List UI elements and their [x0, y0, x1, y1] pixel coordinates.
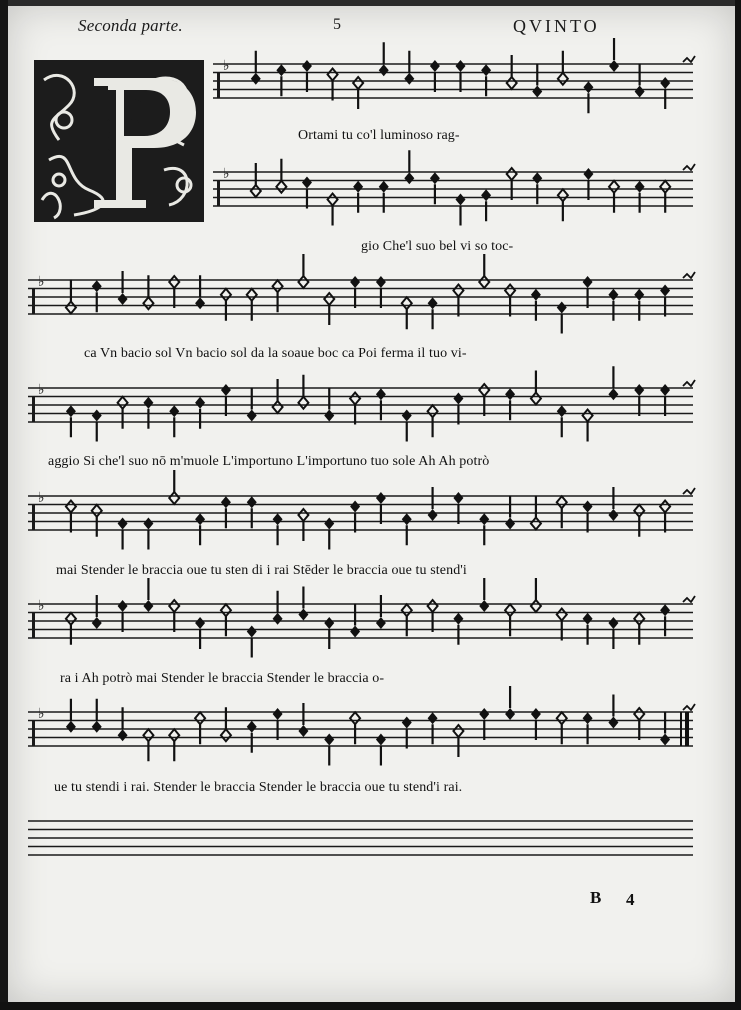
lyric-line: gio Che'l suo bel vi so toc-: [361, 239, 514, 254]
clef-icon: [32, 613, 35, 639]
note-head-icon: [428, 600, 438, 612]
note-head-icon: [635, 86, 645, 98]
note-head-icon: [169, 492, 179, 504]
note-head-icon: [169, 276, 179, 288]
note-head-icon: [251, 73, 261, 85]
note-head-icon: [273, 401, 283, 413]
note-head-icon: [402, 513, 412, 525]
note-head-icon: [481, 189, 491, 201]
note-head-icon: [273, 613, 283, 625]
note-head-icon: [247, 626, 257, 638]
note-head-icon: [583, 613, 593, 625]
note-head-icon: [66, 613, 76, 625]
note-head-icon: [557, 302, 567, 314]
lyric-line: aggio Si che'l suo nō m'muole L'importuno L'importuno tuo sole Ah Ah potrò: [48, 454, 490, 469]
note-head-icon: [558, 73, 568, 85]
note-head-icon: [350, 501, 360, 513]
flat-icon: ♭: [38, 706, 45, 722]
note-head-icon: [505, 285, 515, 297]
note-head-icon: [456, 60, 466, 72]
note-head-icon: [92, 410, 102, 422]
note-head-icon: [273, 280, 283, 292]
note-head-icon: [660, 501, 670, 513]
lyric-line: Ortami tu co'l luminoso rag-: [298, 128, 460, 143]
note-head-icon: [195, 712, 205, 724]
note-head-icon: [118, 729, 128, 741]
note-head-icon: [634, 613, 644, 625]
note-head-icon: [456, 194, 466, 206]
note-head-icon: [169, 600, 179, 612]
note-head-icon: [273, 513, 283, 525]
note-head-icon: [328, 69, 338, 81]
note-head-icon: [247, 410, 257, 422]
note-head-icon: [453, 725, 463, 737]
note-head-icon: [557, 609, 567, 621]
flat-icon: ♭: [38, 490, 45, 506]
note-head-icon: [298, 725, 308, 737]
flat-icon: ♭: [223, 166, 230, 182]
note-head-icon: [635, 181, 645, 193]
note-head-icon: [376, 388, 386, 400]
note-head-icon: [221, 289, 231, 301]
note-head-icon: [324, 617, 334, 629]
clef-icon: [217, 73, 220, 99]
lyric-line: ca Vn bacio sol Vn bacio sol da la soaue boc ca Poi ferma il tuo vi-: [84, 346, 467, 361]
custos-icon: [683, 488, 695, 494]
custos-icon: [683, 164, 695, 170]
note-head-icon: [479, 708, 489, 720]
note-head-icon: [92, 280, 102, 292]
note-head-icon: [302, 60, 312, 72]
note-head-icon: [66, 405, 76, 417]
note-head-icon: [298, 509, 308, 521]
note-head-icon: [350, 626, 360, 638]
note-head-icon: [583, 168, 593, 180]
note-head-icon: [195, 397, 205, 409]
note-head-icon: [92, 721, 102, 733]
note-head-icon: [479, 276, 489, 288]
note-head-icon: [428, 405, 438, 417]
clef-icon: [32, 721, 35, 747]
flat-icon: ♭: [38, 274, 45, 290]
note-head-icon: [118, 600, 128, 612]
note-head-icon: [376, 617, 386, 629]
note-head-icon: [379, 64, 389, 76]
note-head-icon: [430, 60, 440, 72]
note-head-icon: [402, 297, 412, 309]
note-head-icon: [92, 617, 102, 629]
custos-icon: [683, 380, 695, 386]
lyric-line: ra i Ah potrò mai Stender le braccia Stender le braccia o-: [60, 671, 385, 686]
note-head-icon: [353, 77, 363, 89]
note-head-icon: [532, 86, 542, 98]
note-head-icon: [583, 501, 593, 513]
note-head-icon: [609, 181, 619, 193]
note-head-icon: [507, 77, 517, 89]
note-head-icon: [608, 509, 618, 521]
note-head-icon: [453, 492, 463, 504]
note-head-icon: [221, 384, 231, 396]
note-head-icon: [298, 397, 308, 409]
note-head-icon: [660, 285, 670, 297]
music-page: [8, 6, 735, 1002]
note-head-icon: [507, 168, 517, 180]
note-head-icon: [430, 172, 440, 184]
note-head-icon: [276, 64, 286, 76]
note-head-icon: [273, 708, 283, 720]
note-head-icon: [143, 600, 153, 612]
note-head-icon: [531, 393, 541, 405]
note-head-icon: [247, 496, 257, 508]
custos-icon: [683, 272, 695, 278]
note-head-icon: [376, 734, 386, 746]
note-head-icon: [479, 600, 489, 612]
note-head-icon: [143, 397, 153, 409]
note-head-icon: [583, 276, 593, 288]
note-head-icon: [328, 194, 338, 206]
lyric-line: mai Stender le braccia oue tu sten di i rai Stēder le braccia oue tu stend'i: [56, 563, 467, 578]
note-head-icon: [353, 181, 363, 193]
note-head-icon: [66, 302, 76, 314]
note-head-icon: [479, 513, 489, 525]
section-title: Seconda parte.: [78, 16, 183, 35]
note-head-icon: [609, 60, 619, 72]
note-head-icon: [143, 518, 153, 530]
note-head-icon: [324, 518, 334, 530]
note-head-icon: [66, 721, 76, 733]
note-head-icon: [379, 181, 389, 193]
note-head-icon: [404, 172, 414, 184]
note-head-icon: [583, 712, 593, 724]
note-head-icon: [324, 410, 334, 422]
note-head-icon: [557, 712, 567, 724]
note-head-icon: [453, 393, 463, 405]
note-head-icon: [221, 604, 231, 616]
note-head-icon: [583, 410, 593, 422]
note-head-icon: [221, 729, 231, 741]
clef-icon: [217, 181, 220, 207]
note-head-icon: [350, 712, 360, 724]
note-head-icon: [634, 384, 644, 396]
note-head-icon: [583, 81, 593, 93]
note-head-icon: [195, 513, 205, 525]
note-head-icon: [531, 289, 541, 301]
note-head-icon: [298, 276, 308, 288]
note-head-icon: [169, 405, 179, 417]
note-head-icon: [660, 604, 670, 616]
note-head-icon: [608, 717, 618, 729]
note-head-icon: [195, 617, 205, 629]
note-head-icon: [376, 492, 386, 504]
flat-icon: ♭: [38, 598, 45, 614]
note-head-icon: [402, 717, 412, 729]
note-head-icon: [608, 617, 618, 629]
note-head-icon: [118, 397, 128, 409]
note-head-icon: [481, 64, 491, 76]
note-head-icon: [634, 505, 644, 517]
note-head-icon: [404, 73, 414, 85]
lyric-line: ue tu stendi i rai. Stender le braccia Stender le braccia oue tu stend'i rai.: [54, 780, 463, 795]
note-head-icon: [298, 609, 308, 621]
note-head-icon: [143, 297, 153, 309]
note-head-icon: [660, 181, 670, 193]
note-head-icon: [350, 393, 360, 405]
note-head-icon: [324, 293, 334, 305]
note-head-icon: [118, 293, 128, 305]
note-head-icon: [66, 501, 76, 513]
note-head-icon: [428, 509, 438, 521]
note-head-icon: [302, 177, 312, 189]
clef-icon: [32, 397, 35, 423]
note-head-icon: [505, 604, 515, 616]
note-head-icon: [531, 518, 541, 530]
note-head-icon: [402, 410, 412, 422]
note-head-icon: [453, 285, 463, 297]
note-head-icon: [247, 289, 257, 301]
note-head-icon: [376, 276, 386, 288]
note-head-icon: [634, 289, 644, 301]
voice-part-label: QVINTO: [513, 16, 600, 36]
custos-icon: [683, 704, 695, 710]
note-head-icon: [453, 613, 463, 625]
note-head-icon: [557, 405, 567, 417]
note-head-icon: [660, 77, 670, 89]
note-head-icon: [479, 384, 489, 396]
note-head-icon: [634, 708, 644, 720]
note-head-icon: [350, 276, 360, 288]
note-head-icon: [532, 172, 542, 184]
musical-score: [8, 6, 735, 1002]
note-head-icon: [428, 297, 438, 309]
flat-icon: ♭: [223, 58, 230, 74]
note-head-icon: [118, 518, 128, 530]
note-head-icon: [276, 181, 286, 193]
scan-edge-right: [735, 0, 741, 1010]
note-head-icon: [660, 734, 670, 746]
signature-letter: B: [590, 888, 602, 907]
note-head-icon: [324, 734, 334, 746]
note-head-icon: [428, 712, 438, 724]
note-head-icon: [402, 604, 412, 616]
clef-icon: [32, 505, 35, 531]
note-head-icon: [221, 496, 231, 508]
note-head-icon: [608, 289, 618, 301]
scan-edge-left: [0, 0, 8, 1010]
note-head-icon: [608, 388, 618, 400]
note-head-icon: [92, 505, 102, 517]
note-head-icon: [558, 189, 568, 201]
note-head-icon: [195, 297, 205, 309]
note-head-icon: [660, 384, 670, 396]
note-head-icon: [531, 708, 541, 720]
note-head-icon: [505, 388, 515, 400]
clef-icon: [32, 289, 35, 315]
note-head-icon: [143, 729, 153, 741]
note-head-icon: [169, 729, 179, 741]
custos-icon: [683, 56, 695, 62]
note-head-icon: [251, 185, 261, 197]
custos-icon: [683, 596, 695, 602]
note-head-icon: [505, 518, 515, 530]
page-number: 5: [333, 16, 342, 33]
note-head-icon: [531, 600, 541, 612]
signature-number: 4: [626, 890, 635, 909]
note-head-icon: [247, 721, 257, 733]
flat-icon: ♭: [38, 382, 45, 398]
note-head-icon: [557, 496, 567, 508]
note-head-icon: [505, 708, 515, 720]
scan-edge-bottom: [0, 1002, 741, 1010]
